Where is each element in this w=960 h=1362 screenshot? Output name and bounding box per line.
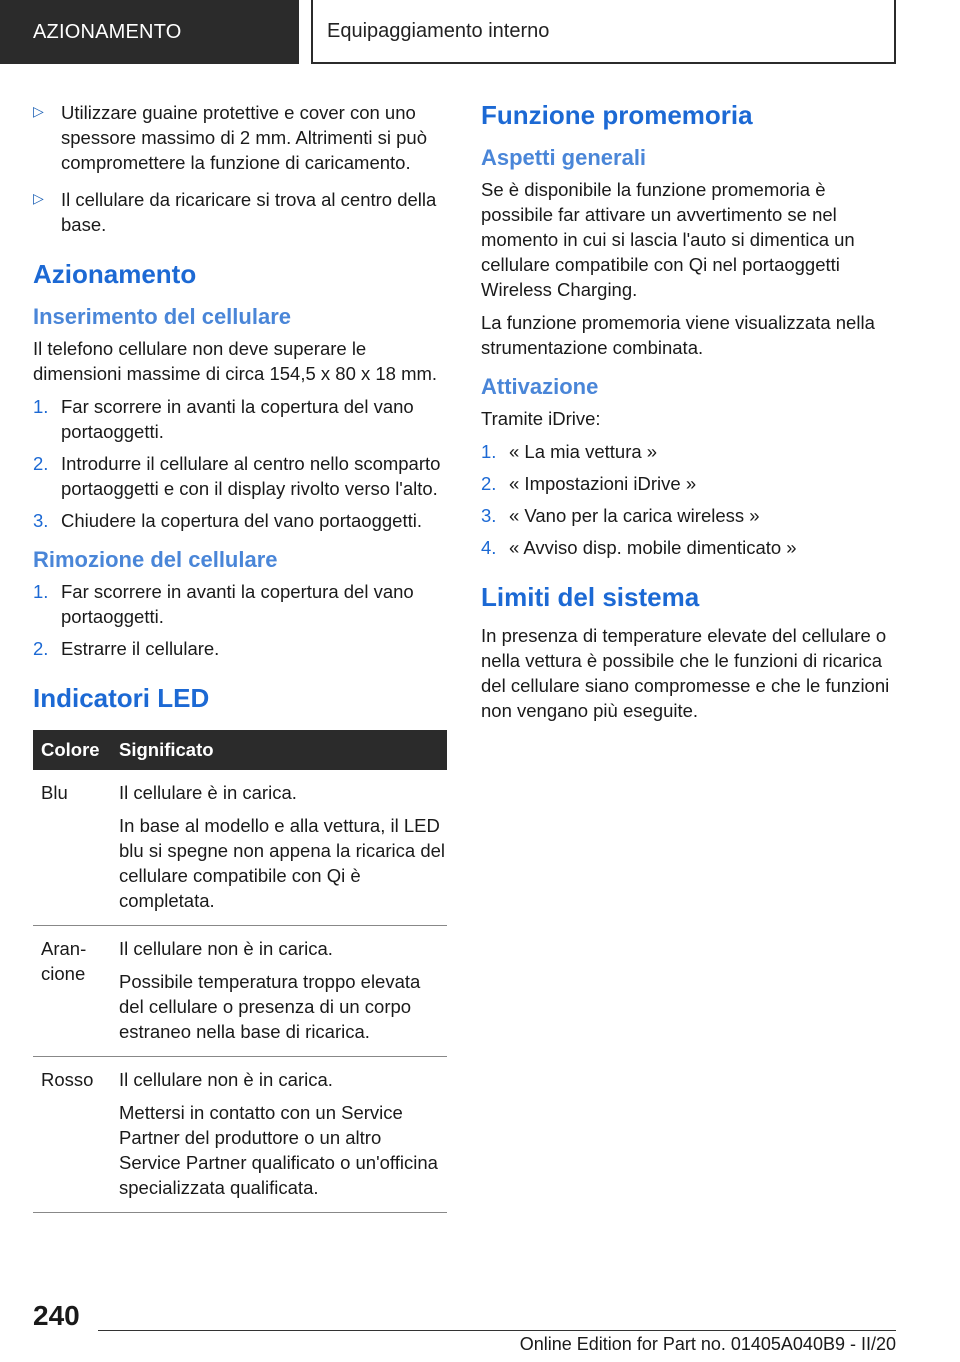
- table-header-significato: Significato: [111, 730, 447, 770]
- left-column: [33, 100, 447, 1213]
- header-chapter: [311, 0, 896, 64]
- section-title: AZIONAMENTO: [33, 20, 182, 43]
- step-number: 2.: [481, 473, 497, 494]
- table-row: [33, 1057, 447, 1213]
- footer-divider: [98, 1330, 896, 1331]
- chapter-title: Equipaggiamento interno: [327, 19, 550, 42]
- step-item: [481, 535, 901, 560]
- step-text: Introdurre il cellulare al centro nello scomparto portaoggetti e con il display rivolto verso l'alto.: [61, 453, 441, 499]
- triangle-bullet-icon: ▷: [33, 103, 44, 119]
- footer-edition: Online Edition for Part no. 01405A040B9 - II/20: [519, 1334, 896, 1354]
- header-section: [0, 0, 299, 64]
- cell-meaning: [111, 926, 447, 1057]
- heading-promemoria: Funzione promemoria: [481, 100, 753, 130]
- meaning-detail: Mettersi in contatto con un Service Partner del produttore o un altro Service Partner qualificato o un'officina specializzata qualificata.: [119, 1102, 438, 1198]
- list-item: [33, 100, 447, 175]
- paragraph: Il telefono cellulare non deve superare le dimensioni massime di circa 154,5 x 80 x 18 mm.: [33, 338, 438, 384]
- step-text: Far scorrere in avanti la copertura del vano portaoggetti.: [61, 581, 414, 627]
- page-number: 240: [33, 1300, 80, 1331]
- heading-aspetti: Aspetti generali: [481, 145, 647, 170]
- heading-rimozione: Rimozione del cellulare: [33, 547, 278, 572]
- right-column: [481, 100, 901, 731]
- cell-meaning: [111, 770, 447, 926]
- table-row: [33, 926, 447, 1057]
- step-text: Far scorrere in avanti la copertura del vano portaoggetti.: [61, 396, 414, 442]
- step-number: 1.: [481, 441, 497, 462]
- step-number: 1.: [33, 581, 49, 602]
- cell-meaning: [111, 1057, 447, 1213]
- meaning-detail: Possibile temperatura troppo elevata del cellulare o presenza di un corpo estraneo nella base di ricarica.: [119, 971, 421, 1042]
- step-number: 2.: [33, 453, 49, 474]
- step-text: « Avviso disp. mobile dimenticato »: [509, 537, 797, 558]
- step-item: [33, 451, 447, 501]
- step-text: « Vano per la carica wireless »: [509, 505, 760, 526]
- step-number: 3.: [481, 505, 497, 526]
- step-text: Chiudere la copertura del vano portaoggetti.: [61, 510, 422, 531]
- heading-inserimento: Inserimento del cellulare: [33, 304, 291, 329]
- led-table: [33, 730, 447, 1213]
- meaning-detail: In base al modello e alla vettura, il LED blu si spegne non appena la ricarica del cellulare compatibile con Qi è completata.: [119, 815, 446, 911]
- meaning-main: Il cellulare è in carica.: [119, 782, 297, 803]
- step-text: « La mia vettura »: [509, 441, 658, 462]
- bullet-text: Utilizzare guaine protettive e cover con uno spessore massimo di 2 mm. Altrimenti si può compromettere la funzione di caricamento.: [61, 102, 428, 173]
- step-item: [33, 579, 447, 629]
- step-item: [33, 508, 447, 533]
- step-text: Estrarre il cellulare.: [61, 638, 220, 659]
- paragraph: Se è disponibile la funzione promemoria è possibile far attivare un avvertimento se nel momento in cui si lascia l'auto si dimentica un cellulare compatibile con Qi nel portaoggetti Wireless Charging.: [481, 179, 855, 300]
- heading-led: Indicatori LED: [33, 683, 210, 713]
- heading-azionamento: Azionamento: [33, 259, 197, 289]
- step-item: [481, 471, 901, 496]
- paragraph: La funzione promemoria viene visualizzata nella strumentazione combinata.: [481, 312, 875, 358]
- heading-attivazione: Attivazione: [481, 374, 599, 399]
- cell-color: Aran- cione: [33, 926, 111, 1057]
- step-number: 1.: [33, 396, 49, 417]
- paragraph: In presenza di temperature elevate del cellulare o nella vettura è possibile che le funzioni di ricarica del cellulare siano compromesse e che le funzioni non vengano più eseguite.: [481, 625, 890, 721]
- step-item: [481, 503, 901, 528]
- cell-color: Rosso: [33, 1057, 111, 1213]
- heading-limiti: Limiti del sistema: [481, 582, 700, 612]
- triangle-bullet-icon: ▷: [33, 190, 44, 206]
- step-item: [481, 439, 901, 464]
- step-number: 3.: [33, 510, 49, 531]
- table-row: [33, 770, 447, 926]
- step-item: [33, 636, 447, 661]
- meaning-main: Il cellulare non è in carica.: [119, 938, 333, 959]
- step-number: 2.: [33, 638, 49, 659]
- step-number: 4.: [481, 537, 497, 558]
- meaning-main: Il cellulare non è in carica.: [119, 1069, 333, 1090]
- bullet-text: Il cellulare da ricaricare si trova al centro della base.: [61, 189, 437, 235]
- paragraph: Tramite iDrive:: [481, 408, 601, 429]
- step-item: [33, 394, 447, 444]
- list-item: [33, 187, 447, 237]
- cell-color: Blu: [33, 770, 111, 926]
- table-header-colore: Colore: [33, 730, 111, 770]
- step-text: « Impostazioni iDrive »: [509, 473, 697, 494]
